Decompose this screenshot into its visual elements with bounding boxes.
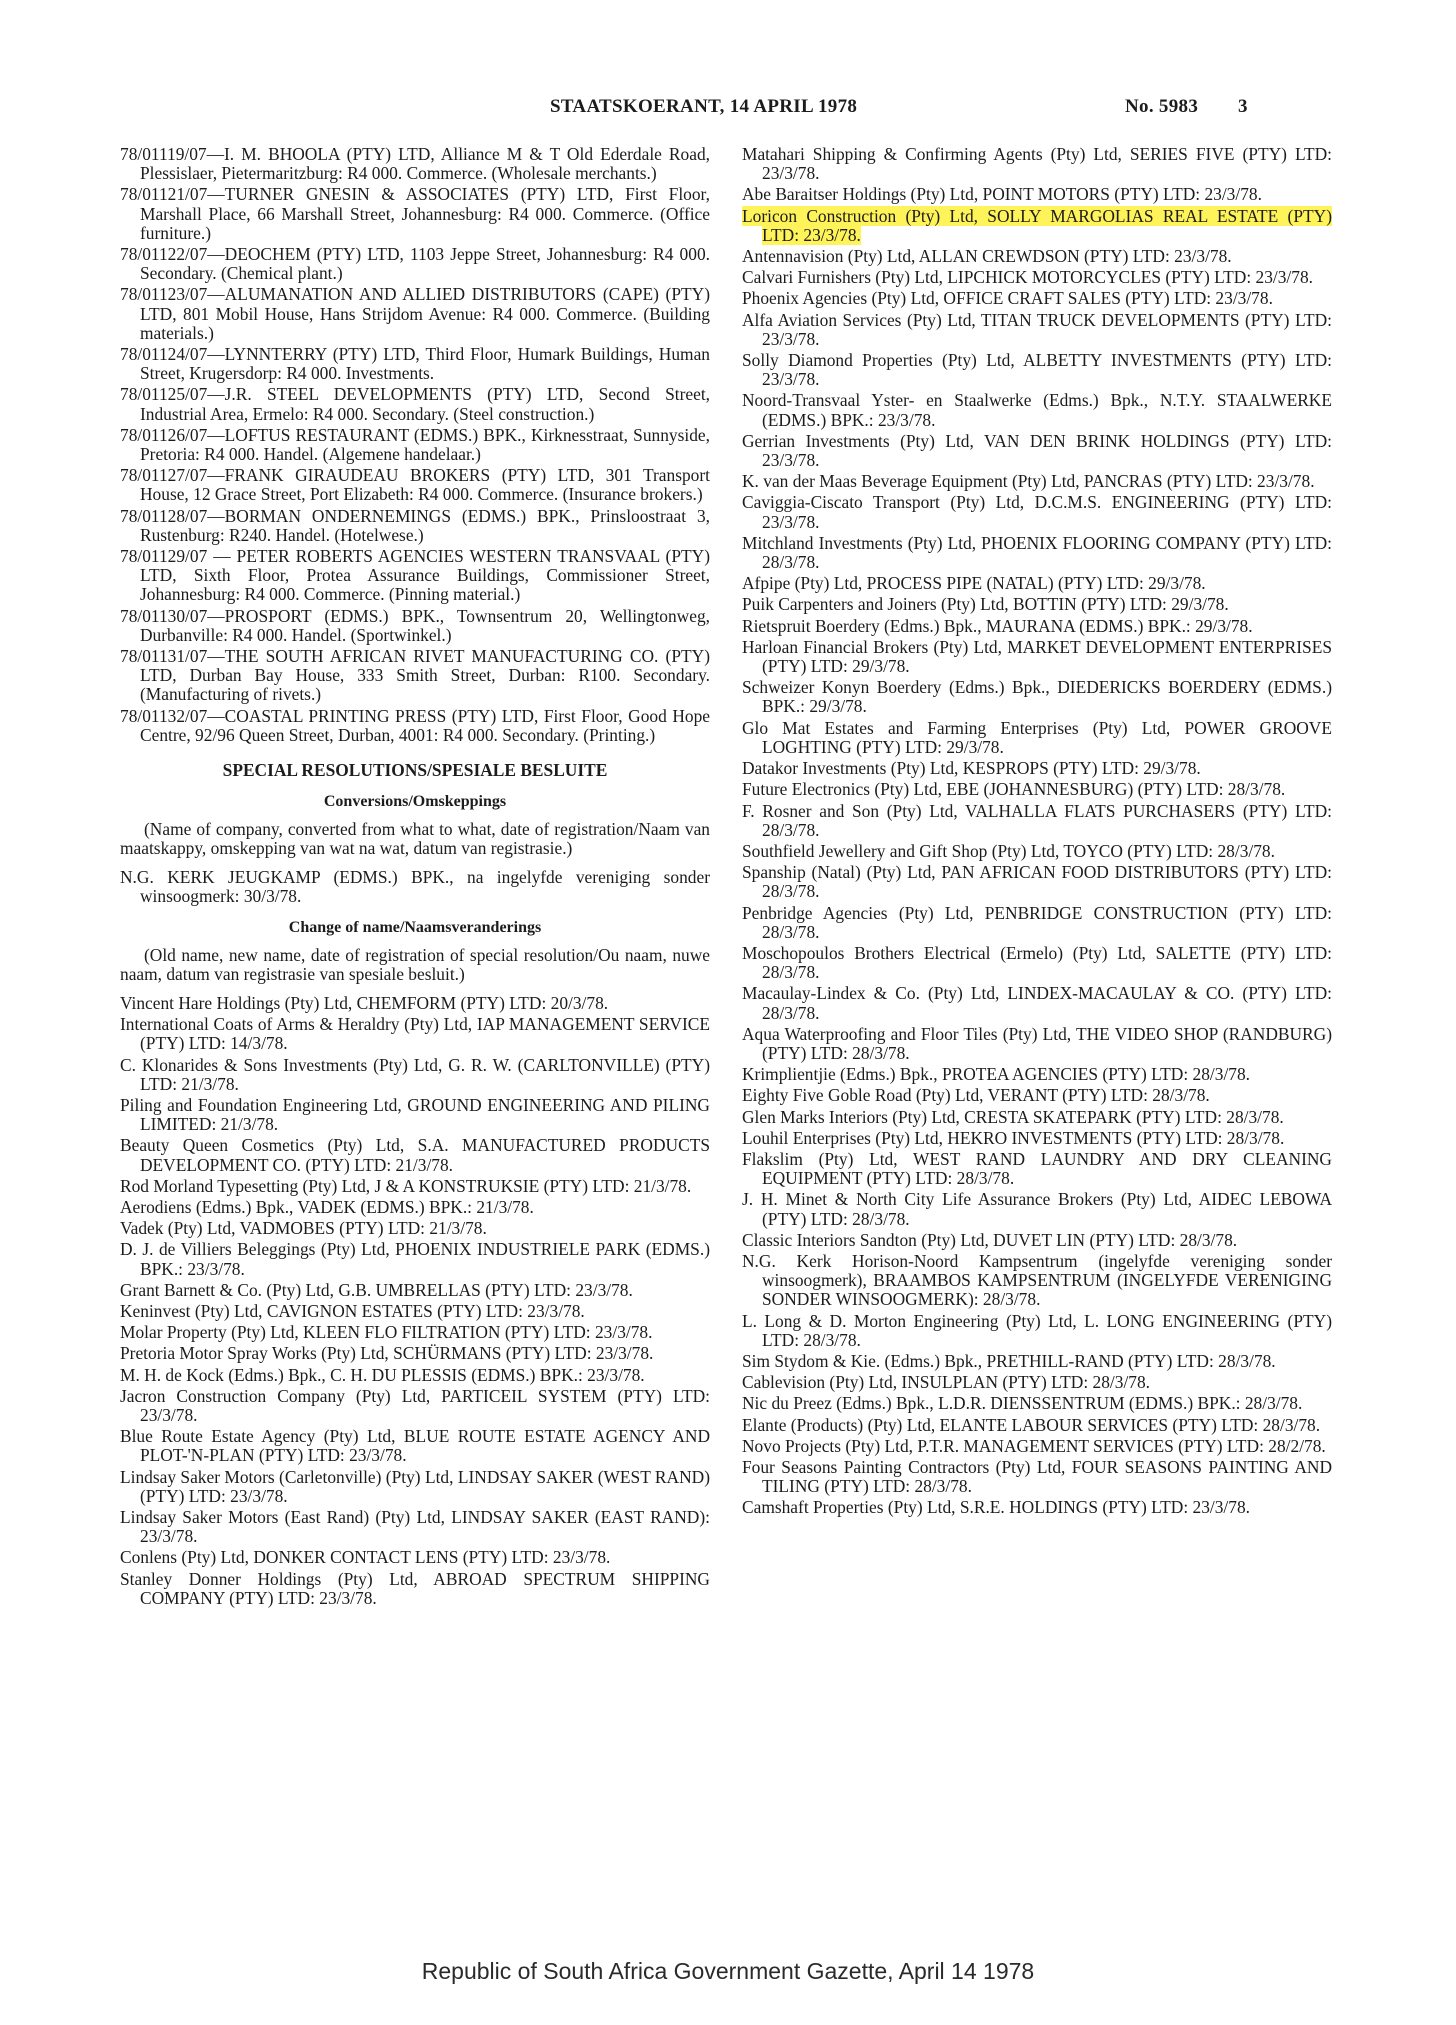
right-column — [742, 145, 1332, 1915]
name-change-entry: Rietspruit Boerdery (Edms.) Bpk., MAURANA (EDMS.) BPK.: 29/3/78. — [742, 615, 1253, 636]
gazette-title: STAATSKOERANT, 14 APRIL 1978 — [550, 96, 858, 117]
registration-entry: 78/01126/07—LOFTUS RESTAURANT (EDMS.) BPK., Kirknesstraat, Sunnyside, Pretoria: R4 000. Handel. (Algemene handelaar.) — [120, 424, 710, 465]
name-change-entry: Classic Interiors Sandton (Pty) Ltd, DUVET LIN (PTY) LTD: 28/3/78. — [742, 1229, 1238, 1250]
left-column — [120, 145, 710, 1915]
issue-number: No. 5983 — [1125, 96, 1199, 117]
name-change-entry: Gerrian Investments (Pty) Ltd, VAN DEN BRINK HOLDINGS (PTY) LTD: 23/3/78. — [742, 430, 1332, 471]
name-change-entry: Rod Morland Typesetting (Pty) Ltd, J & A KONSTRUKSIE (PTY) LTD: 21/3/78. — [120, 1175, 692, 1196]
registration-entry: 78/01129/07 — PETER ROBERTS AGENCIES WESTERN TRANSVAAL (PTY) LTD, Sixth Floor, Protea Assurance Buildings, Commissioner Street, Johannesburg: R4 000. Commerce. (Pinning material.) — [120, 546, 710, 605]
name-change-entry: Macaulay-Lindex & Co. (Pty) Ltd, LINDEX-MACAULAY & CO. (PTY) LTD: 28/3/78. — [742, 983, 1332, 1023]
name-change-entry: Flakslim (Pty) Ltd, WEST RAND LAUNDRY AND DRY CLEANING EQUIPMENT (PTY) LTD: 28/3/78. — [742, 1148, 1332, 1189]
name-change-entry: Glen Marks Interiors (Pty) Ltd, CRESTA SKATEPARK (PTY) LTD: 28/3/78. — [742, 1106, 1284, 1127]
name-change-entry: Cablevision (Pty) Ltd, INSULPLAN (PTY) LTD: 28/3/78. — [742, 1372, 1151, 1393]
name-change-entry: Louhil Enterprises (Pty) Ltd, HEKRO INVESTMENTS (PTY) LTD: 28/3/78. — [742, 1127, 1285, 1148]
name-change-entry: Molar Property (Pty) Ltd, KLEEN FLO FILTRATION (PTY) LTD: 23/3/78. — [120, 1322, 653, 1343]
page-number: 3 — [1238, 96, 1248, 117]
name-change-entry: Lindsay Saker Motors (East Rand) (Pty) Ltd, LINDSAY SAKER (EAST RAND): 23/3/78. — [120, 1507, 710, 1547]
registration-entry: 78/01131/07—THE SOUTH AFRICAN RIVET MANUFACTURING CO. (PTY) LTD, Durban Bay House, 333 Smith Street, Durban: R100. Secondary. (Manufacturing of rivets.) — [120, 646, 710, 705]
special-resolutions-heading: SPECIAL RESOLUTIONS/SPESIALE BESLUITE — [222, 760, 608, 781]
registration-entry: 78/01123/07—ALUMANATION AND ALLIED DISTRIBUTORS (CAPE) (PTY) LTD, 801 Mobil House, Hans Strijdom Avenue: R4 000. Commerce. (Building materials.) — [120, 284, 710, 343]
conversions-heading: Conversions/Omskeppings — [323, 793, 507, 811]
right-change-list — [742, 145, 1332, 1518]
name-change-entry: L. Long & D. Morton Engineering (Pty) Ltd, L. LONG ENGINEERING (PTY) LTD: 28/3/78. — [742, 1310, 1332, 1350]
name-change-entry: Harloan Financial Brokers (Pty) Ltd, MARKET DEVELOPMENT ENTERPRISES (PTY) LTD: 29/3/78. — [742, 636, 1332, 677]
name-change-entry: Camshaft Properties (Pty) Ltd, S.R.E. HOLDINGS (PTY) LTD: 23/3/78. — [742, 1497, 1251, 1518]
conversions-note: (Name of company, converted from what to what, date of registration/Naam van maatskappy, omskepping van wat na wat, datum van registrasie.) — [120, 818, 710, 858]
name-change-entry: Aqua Waterproofing and Floor Tiles (Pty) Ltd, THE VIDEO SHOP (RANDBURG) (PTY) LTD: 28/3/78. — [742, 1023, 1332, 1063]
name-change-entry: K. van der Maas Beverage Equipment (Pty) Ltd, PANCRAS (PTY) LTD: 23/3/78. — [742, 471, 1315, 492]
name-change-entry: Alfa Aviation Services (Pty) Ltd, TITAN TRUCK DEVELOPMENTS (PTY) LTD: 23/3/78. — [742, 309, 1332, 349]
registration-list — [120, 145, 710, 745]
name-change-entry: Noord-Transvaal Yster- en Staalwerke (Edms.) Bpk., N.T.Y. STAALWERKE (EDMS.) BPK.: 23/3/78. — [742, 390, 1332, 430]
page-header — [120, 96, 1330, 120]
name-change-entry: Afpipe (Pty) Ltd, PROCESS PIPE (NATAL) (PTY) LTD: 29/3/78. — [742, 573, 1206, 594]
name-change-entry: Jacron Construction Company (Pty) Ltd, PARTICEIL SYSTEM (PTY) LTD: 23/3/78. — [120, 1385, 710, 1425]
registration-entry: 78/01125/07—J.R. STEEL DEVELOPMENTS (PTY) LTD, Second Street, Industrial Area, Ermelo: R4 000. Secondary. (Steel construction.) — [120, 384, 710, 424]
name-change-entry: Glo Mat Estates and Farming Enterprises (Pty) Ltd, POWER GROOVE LOGHTING (PTY) LTD: 29/3/78. — [742, 717, 1332, 757]
name-change-entry: Spanship (Natal) (Pty) Ltd, PAN AFRICAN FOOD DISTRIBUTORS (PTY) LTD: 28/3/78. — [742, 862, 1332, 902]
change-of-name-note: (Old name, new name, date of registration of special resolution/Ou naam, nuwe naam, datum van registrasie van spesiale besluit.) — [120, 944, 710, 984]
name-change-entry: Keninvest (Pty) Ltd, CAVIGNON ESTATES (PTY) LTD: 23/3/78. — [120, 1300, 585, 1321]
name-change-entry: Pretoria Motor Spray Works (Pty) Ltd, SCHÜRMANS (PTY) LTD: 23/3/78. — [120, 1343, 654, 1364]
name-change-entry: Penbridge Agencies (Pty) Ltd, PENBRIDGE CONSTRUCTION (PTY) LTD: 28/3/78. — [742, 902, 1332, 942]
name-change-entry: Schweizer Konyn Boerdery (Edms.) Bpk., DIEDERICKS BOERDERY (EDMS.) BPK.: 29/3/78. — [742, 677, 1332, 717]
name-change-entry: Eighty Five Goble Road (Pty) Ltd, VERANT (PTY) LTD: 28/3/78. — [742, 1085, 1210, 1106]
name-change-entry: D. J. de Villiers Beleggings (Pty) Ltd, PHOENIX INDUSTRIELE PARK (EDMS.) BPK.: 23/3/78. — [120, 1239, 710, 1279]
name-change-entry: Beauty Queen Cosmetics (Pty) Ltd, S.A. MANUFACTURED PRODUCTS DEVELOPMENT CO. (PTY) LTD: 21/3/78. — [120, 1135, 710, 1175]
name-change-entry: Phoenix Agencies (Pty) Ltd, OFFICE CRAFT SALES (PTY) LTD: 23/3/78. — [742, 288, 1273, 309]
conversions-list — [120, 868, 710, 906]
name-change-entry: International Coats of Arms & Heraldry (Pty) Ltd, IAP MANAGEMENT SERVICE (PTY) LTD: 14/3/78. — [120, 1014, 710, 1054]
name-change-entry: Sim Stydom & Kie. (Edms.) Bpk., PRETHILL-RAND (PTY) LTD: 28/3/78. — [742, 1350, 1276, 1371]
name-change-entry: Matahari Shipping & Confirming Agents (Pty) Ltd, SERIES FIVE (PTY) LTD: 23/3/78. — [742, 145, 1332, 184]
name-change-entry: Vadek (Pty) Ltd, VADMOBES (PTY) LTD: 21/3/78. — [120, 1218, 487, 1239]
change-of-name-heading: Change of name/Naamsveranderings — [288, 919, 542, 937]
name-change-entry: Grant Barnett & Co. (Pty) Ltd, G.B. UMBRELLAS (PTY) LTD: 23/3/78. — [120, 1279, 633, 1300]
name-change-entry: Blue Route Estate Agency (Pty) Ltd, BLUE ROUTE ESTATE AGENCY AND PLOT-'N-PLAN (PTY) LTD: 23/3/78. — [120, 1426, 710, 1466]
name-change-entry: Puik Carpenters and Joiners (Pty) Ltd, BOTTIN (PTY) LTD: 29/3/78. — [742, 594, 1229, 615]
registration-entry: 78/01122/07—DEOCHEM (PTY) LTD, 1103 Jeppe Street, Johannesburg: R4 000. Secondary. (Chemical plant.) — [120, 244, 710, 284]
name-change-entry: Mitchland Investments (Pty) Ltd, PHOENIX FLOORING COMPANY (PTY) LTD: 28/3/78. — [742, 532, 1332, 573]
name-change-entry: C. Klonarides & Sons Investments (Pty) Ltd, G. R. W. (CARLTONVILLE) (PTY) LTD: 21/3/78. — [120, 1054, 710, 1094]
name-change-entry: Nic du Preez (Edms.) Bpk., L.D.R. DIENSSENTRUM (EDMS.) BPK.: 28/3/78. — [742, 1393, 1303, 1414]
name-change-entry: Lindsay Saker Motors (Carletonville) (Pty) Ltd, LINDSAY SAKER (WEST RAND) (PTY) LTD: 23/3/78. — [120, 1466, 710, 1506]
name-change-entry: Caviggia-Ciscato Transport (Pty) Ltd, D.C.M.S. ENGINEERING (PTY) LTD: 23/3/78. — [742, 492, 1332, 532]
name-change-entry: Southfield Jewellery and Gift Shop (Pty) Ltd, TOYCO (PTY) LTD: 28/3/78. — [742, 840, 1275, 861]
source-caption: Republic of South Africa Government Gazette, April 14 1978 — [421, 1958, 1035, 1984]
name-change-entry: Piling and Foundation Engineering Ltd, GROUND ENGINEERING AND PILING LIMITED: 21/3/78. — [120, 1094, 710, 1135]
name-change-entry: F. Rosner and Son (Pty) Ltd, VALHALLA FLATS PURCHASERS (PTY) LTD: 28/3/78. — [742, 800, 1332, 840]
registration-entry: 78/01132/07—COASTAL PRINTING PRESS (PTY) LTD, First Floor, Good Hope Centre, 92/96 Queen Street, Durban, 4001: R4 000. Secondary. (Printing.) — [120, 705, 710, 745]
registration-entry: 78/01121/07—TURNER GNESIN & ASSOCIATES (PTY) LTD, First Floor, Marshall Place, 66 Marshall Street, Johannesburg: R4 000. Commerce. (Office furniture.) — [120, 184, 710, 243]
registration-entry: 78/01128/07—BORMAN ONDERNEMINGS (EDMS.) BPK., Prinsloostraat 3, Rustenburg: R240. Handel. (Hotelwese.) — [120, 505, 710, 545]
name-change-entry: M. H. de Kock (Edms.) Bpk., C. H. DU PLESSIS (EDMS.) BPK.: 23/3/78. — [120, 1364, 645, 1385]
name-change-entry: Novo Projects (Pty) Ltd, P.T.R. MANAGEMENT SERVICES (PTY) LTD: 28/2/78. — [742, 1435, 1326, 1456]
highlighted-entry: Loricon Construction (Pty) Ltd, SOLLY MARGOLIAS REAL ESTATE (PTY) LTD: 23/3/78. — [742, 205, 1332, 245]
registration-entry: 78/01124/07—LYNNTERRY (PTY) LTD, Third Floor, Humark Buildings, Human Street, Krugersdorp: R4 000. Investments. — [120, 344, 710, 384]
registration-entry: 78/01127/07—FRANK GIRAUDEAU BROKERS (PTY) LTD, 301 Transport House, 12 Grace Street, Port Elizabeth: R4 000. Commerce. (Insurance brokers.) — [120, 465, 710, 505]
registration-entry: 78/01130/07—PROSPORT (EDMS.) BPK., Townsentrum 20, Wellingtonweg, Durbanville: R4 000. Handel. (Sportwinkel.) — [120, 605, 710, 645]
name-change-entry: Solly Diamond Properties (Pty) Ltd, ALBETTY INVESTMENTS (PTY) LTD: 23/3/78. — [742, 350, 1332, 390]
name-change-entry: Datakor Investments (Pty) Ltd, KESPROPS (PTY) LTD: 29/3/78. — [742, 758, 1201, 779]
name-change-entry — [742, 207, 1332, 245]
name-change-entry: Abe Baraitser Holdings (Pty) Ltd, POINT MOTORS (PTY) LTD: 23/3/78. — [742, 184, 1262, 205]
name-change-entry: Antennavision (Pty) Ltd, ALLAN CREWDSON (PTY) LTD: 23/3/78. — [742, 246, 1232, 267]
name-change-entry: Stanley Donner Holdings (Pty) Ltd, ABROAD SPECTRUM SHIPPING COMPANY (PTY) LTD: 23/3/78. — [120, 1568, 710, 1608]
name-change-entry: Calvari Furnishers (Pty) Ltd, LIPCHICK MOTORCYCLES (PTY) LTD: 23/3/78. — [742, 267, 1313, 288]
name-change-entry: Future Electronics (Pty) Ltd, EBE (JOHANNESBURG) (PTY) LTD: 28/3/78. — [742, 779, 1286, 800]
name-change-entry: N.G. Kerk Horison-Noord Kampsentrum (ingelyfde vereniging sonder winsoogmerk), BRAAMBOS KAMPSENTRUM (INGELYFDE VERENIGING SONDER WINSOOGMERK): 28/3/78. — [742, 1250, 1332, 1310]
left-change-list — [120, 994, 710, 1608]
name-change-entry: Moschopoulos Brothers Electrical (Ermelo) (Pty) Ltd, SALETTE (PTY) LTD: 28/3/78. — [742, 942, 1332, 983]
name-change-entry: Vincent Hare Holdings (Pty) Ltd, CHEMFORM (PTY) LTD: 20/3/78. — [120, 992, 609, 1013]
name-change-entry: Conlens (Pty) Ltd, DONKER CONTACT LENS (PTY) LTD: 23/3/78. — [120, 1547, 611, 1568]
conversion-entry: N.G. KERK JEUGKAMP (EDMS.) BPK., na ingelyfde vereniging sonder winsoogmerk: 30/3/78. — [120, 866, 710, 907]
registration-entry: 78/01119/07—I. M. BHOOLA (PTY) LTD, Alliance M & T Old Ederdale Road, Plessislaer, Pietermaritzburg: R4 000. Commerce. (Wholesale merchants.) — [120, 145, 710, 184]
name-change-entry: J. H. Minet & North City Life Assurance Brokers (Pty) Ltd, AIDEC LEBOWA (PTY) LTD: 28/3/78. — [742, 1189, 1332, 1229]
name-change-entry: Krimplientjie (Edms.) Bpk., PROTEA AGENCIES (PTY) LTD: 28/3/78. — [742, 1064, 1251, 1085]
name-change-entry: Aerodiens (Edms.) Bpk., VADEK (EDMS.) BPK.: 21/3/78. — [120, 1196, 534, 1217]
name-change-entry: Elante (Products) (Pty) Ltd, ELANTE LABOUR SERVICES (PTY) LTD: 28/3/78. — [742, 1414, 1321, 1435]
name-change-entry: Four Seasons Painting Contractors (Pty) Ltd, FOUR SEASONS PAINTING AND TILING (PTY) LTD: 28/3/78. — [742, 1457, 1332, 1497]
